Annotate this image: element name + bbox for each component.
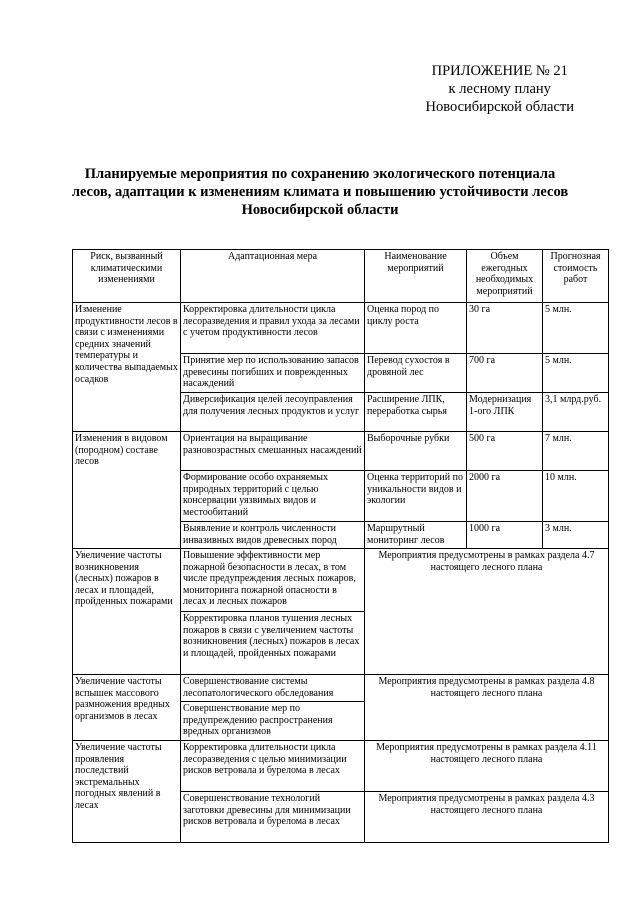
merged-note-cell: Мероприятия предусмотрены в рамках раздела 4.3 настоящего лесного плана <box>365 792 609 843</box>
activity-cell: Расширение ЛПК, переработка сырья <box>365 393 467 432</box>
activity-cell: Оценка территорий по уникальности видов и экологии <box>365 471 467 522</box>
cost-cell: 3 млн. <box>543 522 609 549</box>
table-row <box>73 432 609 471</box>
volume-cell: 30 га <box>467 303 543 354</box>
cost-cell: 5 млн. <box>543 354 609 393</box>
merged-note-cell: Мероприятия предусмотрены в рамках раздела 4.7 настоящего лесного плана <box>365 549 609 675</box>
table-header-row <box>73 250 609 303</box>
measure-cell: Формирование особо охраняемых природных территорий с целью консервации уязвимых видов и местообитаний <box>181 471 365 522</box>
header-risk: Риск, вызванный климатическими изменениями <box>73 250 181 303</box>
risk-cell: Увеличение частоты вспышек массового размножения вредных организмов в лесах <box>73 675 181 741</box>
risk-cell: Изменение продуктивности лесов в связи с изменениями средних значений температуры и количества выпадаемых осадков <box>73 303 181 432</box>
risk-cell: Увеличение частоты проявления последствий экстремальных погодных явлений в лесах <box>73 741 181 843</box>
cost-cell: 10 млн. <box>543 471 609 522</box>
header-volume: Объем ежегодных необходимых мероприятий <box>467 250 543 303</box>
risk-cell: Изменения в видовом (породном) составе лесов <box>73 432 181 549</box>
measure-cell: Совершенствование технологий заготовки древесины для минимизации рисков ветровала и бурелома в лесах <box>181 792 365 843</box>
measure-cell: Совершенствование системы лесопатологического обследования <box>181 675 365 702</box>
activity-cell: Маршрутный мониторинг лесов <box>365 522 467 549</box>
table-row <box>73 549 609 612</box>
merged-note-cell: Мероприятия предусмотрены в рамках раздела 4.8 настоящего лесного плана <box>365 675 609 741</box>
activity-cell: Выборочные рубки <box>365 432 467 471</box>
measure-cell: Корректировка длительности цикла лесоразведения с целью минимизации рисков ветровала и бурелома в лесах <box>181 741 365 792</box>
header-activity: Наименование мероприятий <box>365 250 467 303</box>
measure-cell: Ориентация на выращивание разновозрастных смешанных насаждений <box>181 432 365 471</box>
risk-cell: Увеличение частоты возникновения (лесных) пожаров в лесах и площадей, пройденных пожарами <box>73 549 181 675</box>
volume-cell: 700 га <box>467 354 543 393</box>
measure-cell: Корректировка длительности цикла лесоразведения и правил ухода за лесами с учетом продуктивности лесов <box>181 303 365 354</box>
appendix-region: Новосибирской области <box>425 99 574 115</box>
cost-cell: 7 млн. <box>543 432 609 471</box>
measure-cell: Диверсификация целей лесоуправления для получения лесных продуктов и услуг <box>181 393 365 432</box>
volume-cell: 500 га <box>467 432 543 471</box>
header-cost: Прогнозная стоимость работ <box>543 250 609 303</box>
appendix-reference: к лесному плану <box>448 81 551 97</box>
measure-cell: Корректировка планов тушения лесных пожаров в связи с увеличением частоты возникновения (лесных) пожаров в лесах и площадей, пройденных пожарами <box>181 612 365 675</box>
measure-cell: Принятие мер по использованию запасов древесины погибших и поврежденных насаждений <box>181 354 365 393</box>
volume-cell: 1000 га <box>467 522 543 549</box>
activity-cell: Оценка пород по циклу роста <box>365 303 467 354</box>
appendix-number: ПРИЛОЖЕНИЕ № 21 <box>431 63 568 79</box>
activity-cell: Перевод сухостоя в дровяной лес <box>365 354 467 393</box>
volume-cell: Модернизация 1-ого ЛПК <box>467 393 543 432</box>
measures-table <box>72 249 609 843</box>
header-measure: Адаптационная мера <box>181 250 365 303</box>
table-row <box>73 675 609 702</box>
cost-cell: 3,1 млрд.руб. <box>543 393 609 432</box>
cost-cell: 5 млн. <box>543 303 609 354</box>
table-row <box>73 741 609 792</box>
table-row <box>73 303 609 354</box>
document-title: Планируемые мероприятия по сохранению экологического потенциала лесов, адаптации к изменениям климата и повышению устойчивости лесов Новосибирской области <box>71 166 569 218</box>
volume-cell: 2000 га <box>467 471 543 522</box>
measure-cell: Выявление и контроль численности инвазивных видов древесных пород <box>181 522 365 549</box>
measure-cell: Повышение эффективности мер пожарной безопасности в лесах, в том числе предупреждения лесных пожаров, мониторинга пожарной опасности в лесах и лесных пожаров <box>181 549 365 612</box>
merged-note-cell: Мероприятия предусмотрены в рамках раздела 4.11 настоящего лесного плана <box>365 741 609 792</box>
measure-cell: Совершенствование мер по предупреждению распространения вредных организмов <box>181 702 365 741</box>
appendix-header <box>425 62 574 116</box>
